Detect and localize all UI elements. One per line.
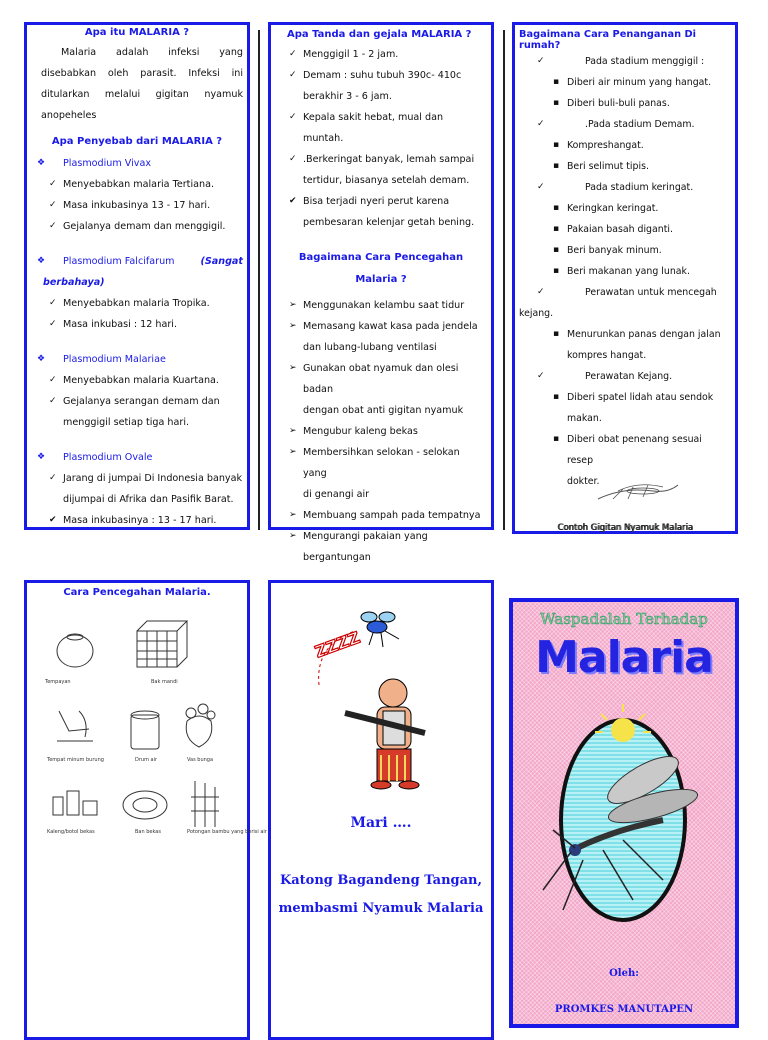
list-item: ✓ Menyebabkan malaria Tertiana. (31, 174, 243, 195)
list-item: ✓ Menyebabkan malaria Kuartana. (31, 370, 243, 391)
list-item: ➢ Mengubur kaleng bekas (271, 421, 485, 442)
malaria-title: Malaria (535, 632, 713, 683)
check-icon: ✓ (289, 70, 297, 80)
diamond-bullet-icon: ❖ (37, 354, 46, 364)
organization-name: PROMKES MANUTAPEN (554, 1004, 694, 1015)
list-item: ▪ Beri banyak minum. (515, 240, 729, 261)
stage-heading: ✓ .Pada stadium Demam. (515, 114, 729, 135)
arrow-bullet-icon: ➢ (289, 426, 297, 436)
list-item: ▪ Diberi buli-buli panas. (515, 93, 729, 114)
label-ban-bekas: Ban bekas (135, 829, 161, 835)
list-item-cont: pembesaran kelenjar getah bening. (303, 217, 475, 228)
label-tempayan: Tempayan (45, 679, 71, 685)
list-item: ▪ Kompreshangat. (515, 135, 729, 156)
list-item: ✓ Jarang di jumpai Di Indonesia banyak (31, 468, 243, 489)
mosquito-oval-illustration (513, 710, 743, 930)
mari-text: Mari …. (350, 815, 412, 831)
list-item-cont: tertidur, biasanya setelah demam. (303, 175, 470, 186)
stage-heading-cont: kejang. (519, 308, 554, 319)
square-bullet-icon: ▪ (553, 224, 560, 234)
check-icon: ✓ (289, 112, 297, 122)
square-bullet-icon: ▪ (553, 434, 560, 444)
list-item-cont: dengan obat anti gigitan nyamuk (303, 405, 464, 416)
list-item: ✔ Bisa terjadi nyeri perut karena (271, 191, 485, 212)
list-item-cont: di genangi air (303, 489, 370, 500)
slogan-line: Katong Bagandeng Tangan, (279, 873, 483, 888)
check-icon: ✓ (537, 287, 545, 297)
stage-heading: ✓ Pada stadium menggigil : (515, 51, 729, 72)
label-bak-mandi: Bak mandi (151, 679, 178, 685)
square-bullet-icon: ▪ (553, 392, 560, 402)
list-item: ▪ Diberi obat penenang sesuai resep (515, 429, 729, 471)
intro-line: Malaria adalah infeksi yang (61, 47, 243, 58)
intro-line: ditularkan melalui gigitan nyamuk anopeheles (41, 89, 243, 121)
list-item: ✓ Gejalanya serangan demam dan (31, 391, 243, 412)
slogan-line: membasmi Nyamuk Malaria (278, 901, 484, 916)
check-icon: ✓ (49, 298, 57, 308)
symptom-list (271, 44, 491, 233)
check-icon: ✔ (49, 515, 57, 525)
list-item: ▪ Beri selimut tipis. (515, 156, 729, 177)
square-bullet-icon: ▪ (553, 266, 560, 276)
breeding-sites-illustration (39, 611, 267, 861)
list-item: ▪ Diberi air minum yang hangat. (515, 72, 729, 93)
square-bullet-icon: ▪ (553, 203, 560, 213)
list-item-cont: dokter. (567, 476, 600, 487)
label-drum-air: Drum air (135, 757, 158, 763)
list-item-cont: kompres hangat. (567, 350, 647, 361)
intro-line: disebabkan oleh parasit. Infeksi ini (41, 68, 243, 79)
arrow-bullet-icon: ➢ (289, 363, 297, 373)
arrow-bullet-icon: ➢ (289, 321, 297, 331)
check-icon: ✓ (537, 371, 545, 381)
label-bambu: Potongan bambu yang berisi air (187, 829, 267, 835)
panel-call-to-action (268, 580, 494, 1040)
list-item: ➢ Gunakan obat nyamuk dan olesi badan (271, 358, 485, 400)
list-item: ✓ Masa inkubasi : 12 hari. (31, 314, 243, 335)
panel-home-care (512, 22, 738, 534)
list-item-cont: bergantungan (303, 552, 371, 563)
square-bullet-icon: ▪ (553, 98, 560, 108)
falcifarum-note: berbahaya) (43, 277, 105, 288)
prevention-list (271, 295, 491, 568)
list-item: ✓ Demam : suhu tubuh 390c- 410c (271, 65, 485, 86)
title-symptoms: Apa Tanda dan gejala MALARIA ? (287, 29, 472, 40)
heading-malariae: ❖ Plasmodium Malariae (31, 349, 243, 370)
square-bullet-icon: ▪ (553, 140, 560, 150)
stage-heading: ✓ Pada stadium keringat. (515, 177, 729, 198)
slogan (271, 867, 491, 923)
check-icon: ✓ (49, 375, 57, 385)
label-vas-bunga: Vas bunga (187, 757, 214, 763)
zzz-text: ZZZZ (312, 627, 363, 662)
title-cause: Apa Penyebab dari MALARIA ? (51, 136, 223, 147)
arrow-bullet-icon: ➢ (289, 447, 297, 457)
list-item: ➢ Membersihkan selokan - selokan yang (271, 442, 485, 484)
list-item: ▪ Keringkan keringat. (515, 198, 729, 219)
check-icon: ✓ (289, 49, 297, 59)
heading-falcifarum: ❖ Plasmodium Falcifarum (Sangat (31, 251, 243, 272)
list-item-cont: dan lubang-lubang ventilasi (303, 342, 437, 353)
heading-vivax: ❖ Plasmodium Vivax (31, 153, 243, 174)
stage-heading: ✓ Perawatan untuk mencegah (515, 282, 729, 303)
mosquito-bite-illustration (593, 477, 683, 507)
list-item: ✓ Menggigil 1 - 2 jam. (271, 44, 485, 65)
list-item: ▪ Beri makanan yang lunak. (515, 261, 729, 282)
list-item: ✔ Masa inkubasinya : 13 - 17 hari. (31, 510, 243, 531)
list-item: ➢ Membuang sampah pada tempatnya (271, 505, 485, 526)
title-home-care: Bagaimana Cara Penanganan Di rumah? (519, 29, 696, 51)
check-icon: ✓ (49, 319, 57, 329)
panel-cover (509, 598, 739, 1028)
list-item-cont: dijumpai di Afrika dan Pasifik Barat. (63, 494, 234, 505)
arrow-bullet-icon: ➢ (289, 531, 297, 541)
square-bullet-icon: ▪ (553, 161, 560, 171)
diamond-bullet-icon: ❖ (37, 452, 46, 462)
man-swatting-mosquito-illustration (285, 595, 485, 795)
stage-heading: ✓ Perawatan Kejang. (515, 366, 729, 387)
list-item: ▪ Diberi spatel lidah atau sendok (515, 387, 729, 408)
check-icon: ✓ (49, 179, 57, 189)
caption: Contoh Gigitan Nyamuk Malaria (557, 523, 693, 533)
list-item: ➢ Menggunakan kelambu saat tidur (271, 295, 485, 316)
panel-prevention-pictures (24, 580, 267, 1040)
title-what-is-malaria: Apa itu MALARIA ? (84, 27, 190, 38)
list-item: ✓ .Berkeringat banyak, lemah sampai (271, 149, 485, 170)
check-icon: ✓ (49, 473, 57, 483)
list-item: ➢ Mengurangi pakaian yang (271, 526, 485, 547)
oleh-label: Oleh: (609, 968, 639, 979)
check-icon: ✓ (537, 119, 545, 129)
list-item: ✓ Gejalanya demam dan menggigil. (31, 216, 243, 237)
square-bullet-icon: ▪ (553, 329, 560, 339)
label-tempat-minum: Tempat minum burung (47, 757, 104, 763)
list-item: ▪ Menurunkan panas dengan jalan (515, 324, 729, 345)
check-icon: ✓ (49, 221, 57, 231)
panel-what-is-malaria (24, 22, 250, 530)
arrow-bullet-icon: ➢ (289, 510, 297, 520)
list-item-cont: makan. (567, 413, 602, 424)
arrow-bullet-icon: ➢ (289, 300, 297, 310)
square-bullet-icon: ▪ (553, 245, 560, 255)
cause-list (27, 153, 247, 531)
square-bullet-icon: ▪ (553, 77, 560, 87)
diamond-bullet-icon: ❖ (37, 256, 46, 266)
intro-paragraph (27, 42, 247, 126)
list-item: ➢ Memasang kawat kasa pada jendela (271, 316, 485, 337)
waspada-text: Waspadalah Terhadap (540, 610, 708, 628)
panel-symptoms (268, 22, 494, 563)
check-icon: ✓ (49, 396, 57, 406)
check-icon: ✓ (289, 154, 297, 164)
list-item: ✓ Menyebabkan malaria Tropika. (31, 293, 243, 314)
fold-line (503, 30, 505, 530)
list-item: ✓ Kepala sakit hebat, mual dan muntah. (271, 107, 485, 149)
list-item: ✓ Masa inkubasinya 13 - 17 hari. (31, 195, 243, 216)
title-prevention-pictures: Cara Pencegahan Malaria. (63, 587, 211, 598)
diamond-bullet-icon: ❖ (37, 158, 46, 168)
check-icon: ✓ (49, 200, 57, 210)
list-item: ▪ Pakaian basah diganti. (515, 219, 729, 240)
title-prevention: Bagaimana Cara Pencegahan Malaria ? (298, 252, 464, 285)
check-icon: ✓ (537, 56, 545, 66)
check-icon: ✓ (537, 182, 545, 192)
heading-ovale: ❖ Plasmodium Ovale (31, 447, 243, 468)
fold-line (258, 30, 260, 530)
home-care-list (515, 51, 735, 492)
list-item-cont: berakhir 3 - 6 jam. (303, 91, 392, 102)
check-icon: ✔ (289, 196, 297, 206)
list-item-cont: menggigil setiap tiga hari. (63, 417, 190, 428)
label-kaleng: Kaleng/botol bekas (47, 829, 95, 835)
